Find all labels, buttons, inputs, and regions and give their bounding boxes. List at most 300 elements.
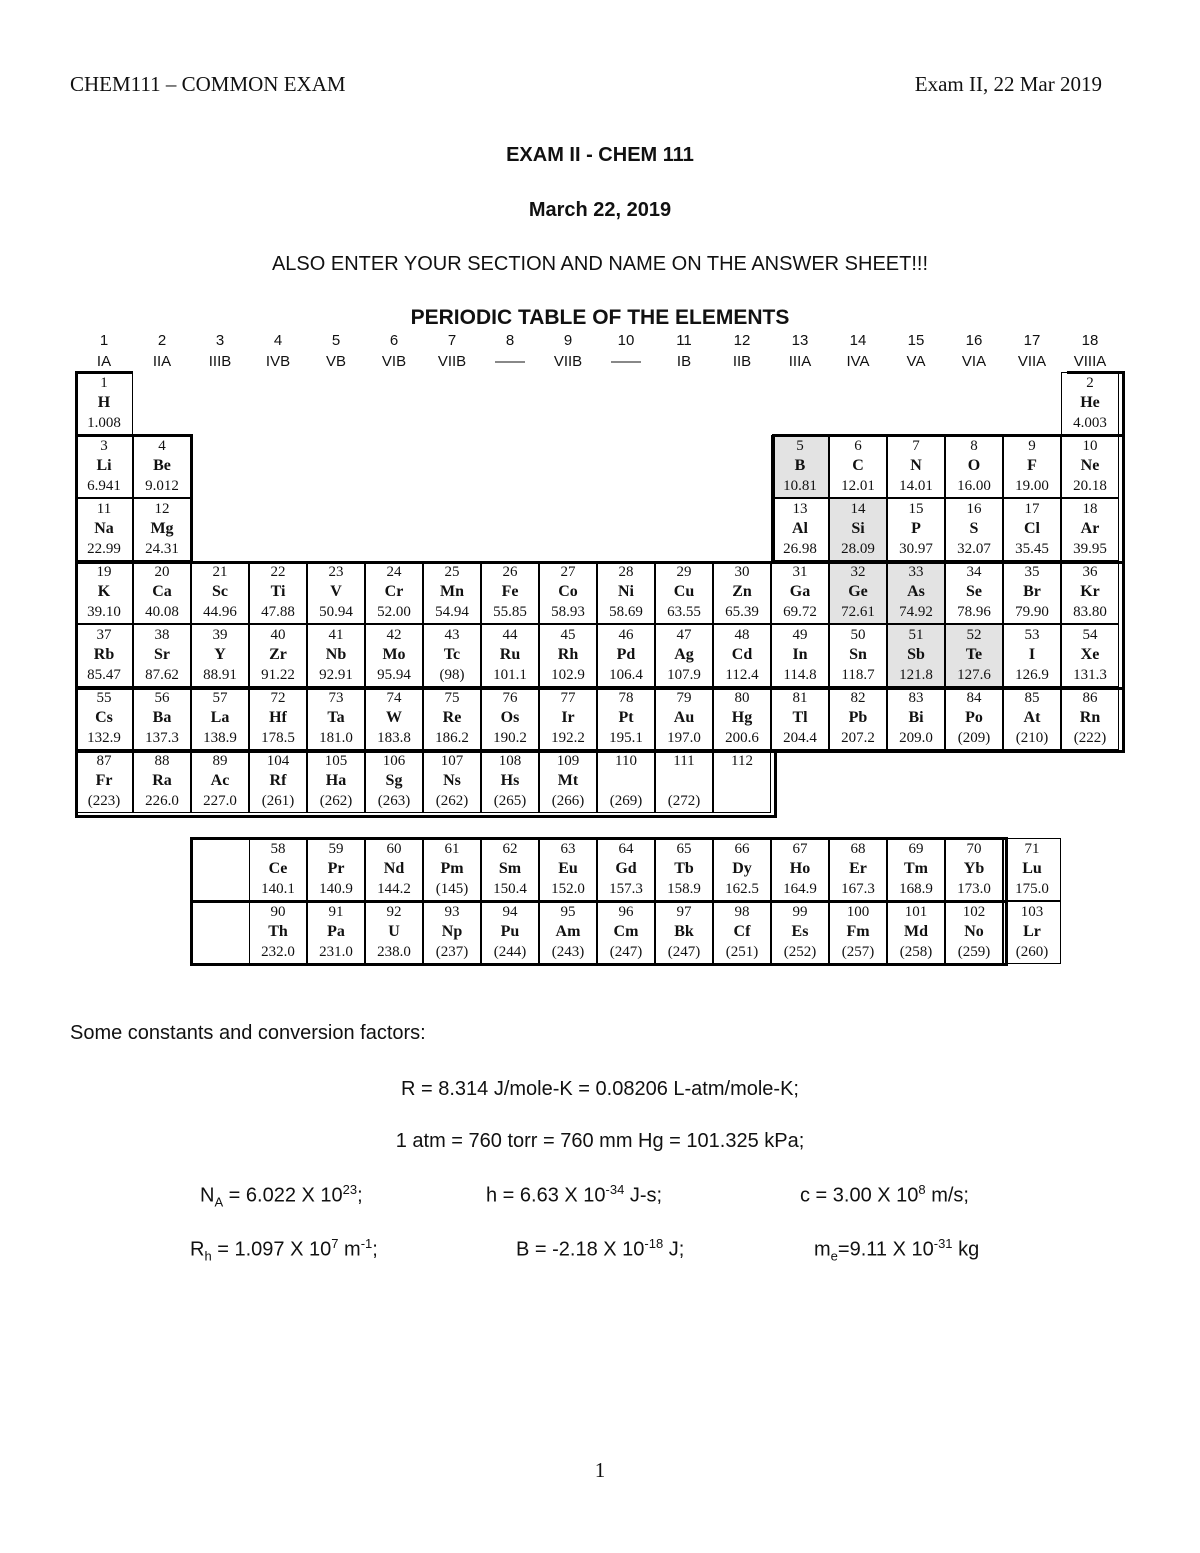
constants-title: Some constants and conversion factors:	[70, 1022, 426, 1044]
element-symbol: Pd	[616, 646, 636, 663]
table-border	[1067, 371, 1125, 374]
atomic-mass: 26.98	[783, 541, 817, 557]
atomic-number: 69	[908, 841, 924, 857]
atomic-number: 23	[328, 564, 344, 580]
element-symbol: Fr	[95, 772, 113, 789]
atomic-mass: 192.2	[551, 730, 585, 746]
atomic-number: 109	[556, 753, 580, 769]
element-cell	[539, 687, 597, 750]
atomic-number: 107	[440, 753, 464, 769]
rydberg-constant	[190, 1236, 378, 1264]
element-symbol: Rb	[93, 646, 115, 663]
atomic-mass: 101.1	[493, 667, 527, 683]
element-cell	[133, 750, 191, 813]
element-cell	[191, 750, 249, 813]
element-symbol: Lr	[1023, 923, 1041, 940]
element-cell	[133, 498, 191, 561]
element-symbol: Kr	[1080, 583, 1100, 600]
element-cell	[423, 687, 481, 750]
element-symbol: Cr	[384, 583, 404, 600]
atomic-mass: 183.8	[377, 730, 411, 746]
atomic-number: 55	[96, 690, 112, 706]
element-cell	[771, 687, 829, 750]
atomic-number: 25	[444, 564, 460, 580]
element-symbol: Rh	[557, 646, 579, 663]
atomic-number: 52	[966, 627, 982, 643]
element-cell	[423, 624, 481, 687]
light-exponent: 8	[918, 1182, 926, 1197]
atomic-mass: (223)	[87, 793, 121, 809]
element-symbol: F	[1027, 457, 1037, 474]
element-symbol: Sn	[849, 646, 867, 663]
atomic-number: 47	[676, 627, 692, 643]
element-cell	[655, 750, 713, 813]
element-symbol: Yb	[963, 860, 985, 877]
atomic-mass: (266)	[551, 793, 585, 809]
element-symbol: Au	[673, 709, 695, 726]
element-symbol: Np	[441, 923, 463, 940]
atomic-number: 42	[386, 627, 402, 643]
atomic-number: 77	[560, 690, 576, 706]
atomic-mass: 152.0	[551, 881, 585, 897]
element-cell	[829, 687, 887, 750]
element-symbol: Nb	[325, 646, 347, 663]
atomic-number: 57	[212, 690, 228, 706]
atomic-number: 18	[1082, 501, 1098, 517]
atomic-mass: (272)	[667, 793, 701, 809]
atomic-mass: 44.96	[203, 604, 237, 620]
atomic-mass: (265)	[493, 793, 527, 809]
element-symbol: Rf	[269, 772, 287, 789]
atomic-mass: 58.93	[551, 604, 585, 620]
atomic-mass: 107.9	[667, 667, 701, 683]
atomic-mass: 30.97	[899, 541, 933, 557]
element-cell	[249, 838, 307, 901]
group-number: 16	[965, 332, 983, 349]
atomic-mass: 168.9	[899, 881, 933, 897]
group-roman-label: VIIB	[437, 353, 467, 370]
element-symbol: Nd	[383, 860, 405, 877]
element-cell	[945, 624, 1003, 687]
element-cell	[771, 435, 829, 498]
element-cell	[1061, 561, 1119, 624]
table-border	[772, 434, 1125, 437]
element-cell	[423, 838, 481, 901]
element-cell	[945, 838, 1003, 901]
element-cell	[75, 750, 133, 813]
atomic-mass: 112.4	[725, 667, 759, 683]
atomic-number: 21	[212, 564, 228, 580]
atomic-mass: (260)	[1015, 944, 1049, 960]
atomic-number: 111	[673, 753, 695, 769]
element-symbol: B	[794, 457, 806, 474]
atomic-mass: (252)	[783, 944, 817, 960]
element-cell	[829, 561, 887, 624]
atomic-number: 10	[1082, 438, 1098, 454]
element-cell	[655, 561, 713, 624]
element-cell	[539, 901, 597, 964]
atomic-mass: (247)	[667, 944, 701, 960]
group-roman-label: IIIA	[788, 353, 812, 370]
bohr-value: B = -2.18 X 10	[516, 1238, 645, 1261]
atomic-number: 101	[904, 904, 928, 920]
atomic-mass: 78.96	[957, 604, 991, 620]
element-cell	[713, 901, 771, 964]
atomic-number: 103	[1020, 904, 1044, 920]
atomic-mass: 12.01	[841, 478, 875, 494]
element-cell	[75, 498, 133, 561]
element-cell	[887, 561, 945, 624]
element-symbol: Ra	[152, 772, 172, 789]
atomic-mass: 58.69	[609, 604, 643, 620]
table-border	[75, 371, 78, 818]
element-cell	[75, 372, 133, 435]
atomic-mass: 85.47	[87, 667, 121, 683]
rydberg-exponent: 7	[331, 1236, 339, 1251]
atomic-number: 40	[270, 627, 286, 643]
element-symbol: K	[97, 583, 111, 600]
atomic-number: 93	[444, 904, 460, 920]
element-symbol: Sm	[498, 860, 522, 877]
atomic-number: 12	[154, 501, 170, 517]
atomic-mass: 140.9	[319, 881, 353, 897]
table-border	[774, 750, 777, 818]
element-symbol: Er	[849, 860, 867, 877]
atomic-number: 49	[792, 627, 808, 643]
atomic-number: 7	[912, 438, 920, 454]
avogadro-value: = 6.022 X 10	[223, 1184, 343, 1207]
atomic-mass: 65.39	[725, 604, 759, 620]
element-cell	[75, 624, 133, 687]
element-symbol: Fe	[501, 583, 519, 600]
element-symbol: Co	[558, 583, 578, 600]
element-cell	[945, 561, 1003, 624]
group-roman-label: VIIB	[553, 353, 583, 370]
avogadro-exponent: 23	[342, 1182, 358, 1197]
atomic-mass: (244)	[493, 944, 527, 960]
element-symbol: Ns	[443, 772, 461, 789]
group-roman-label: IIA	[152, 353, 172, 370]
element-symbol: S	[969, 520, 979, 537]
element-cell	[423, 561, 481, 624]
element-symbol: Zn	[732, 583, 752, 600]
element-cell	[771, 624, 829, 687]
element-symbol: Rn	[1079, 709, 1101, 726]
element-cell	[365, 901, 423, 964]
element-symbol: Ne	[1080, 457, 1100, 474]
atomic-mass: 10.81	[783, 478, 817, 494]
atomic-mass: 72.61	[841, 604, 875, 620]
atomic-number: 35	[1024, 564, 1040, 580]
element-symbol: Eu	[558, 860, 578, 877]
atomic-mass: 173.0	[957, 881, 991, 897]
atomic-mass: 231.0	[319, 944, 353, 960]
group-number: 12	[733, 332, 751, 349]
atomic-number: 53	[1024, 627, 1040, 643]
atomic-mass: 4.003	[1073, 415, 1107, 431]
element-cell	[133, 435, 191, 498]
element-symbol: Ha	[325, 772, 347, 789]
element-cell	[365, 687, 423, 750]
group-number: 18	[1081, 332, 1099, 349]
element-symbol: Th	[268, 923, 288, 940]
table-border	[75, 750, 1125, 753]
element-symbol: Ir	[561, 709, 575, 726]
group-number: 11	[676, 332, 692, 349]
element-cell	[829, 435, 887, 498]
atomic-mass: 14.01	[899, 478, 933, 494]
rydberg-subscript: h	[204, 1248, 212, 1264]
element-symbol: Ni	[618, 583, 634, 600]
atomic-number: 31	[792, 564, 808, 580]
element-symbol: He	[1080, 394, 1100, 411]
atomic-number: 9	[1028, 438, 1036, 454]
element-symbol: La	[210, 709, 230, 726]
element-cell	[887, 901, 945, 964]
atomic-number: 50	[850, 627, 866, 643]
element-symbol: Ga	[789, 583, 811, 600]
atomic-mass: 126.9	[1015, 667, 1049, 683]
electron-mass-subscript: e	[830, 1248, 838, 1264]
atomic-number: 56	[154, 690, 170, 706]
atomic-mass: 144.2	[377, 881, 411, 897]
element-symbol: At	[1023, 709, 1041, 726]
atomic-number: 59	[328, 841, 344, 857]
element-symbol: Pm	[440, 860, 464, 877]
atomic-mass: 226.0	[145, 793, 179, 809]
element-cell	[829, 901, 887, 964]
group-roman-label: IA	[96, 353, 112, 370]
element-cell	[655, 624, 713, 687]
element-symbol: P	[911, 520, 921, 537]
atomic-number: 11	[96, 501, 112, 517]
element-cell	[191, 624, 249, 687]
atomic-mass: 121.8	[899, 667, 933, 683]
exam-title: EXAM II - CHEM 111	[506, 144, 694, 166]
atomic-mass: 39.10	[87, 604, 121, 620]
atomic-mass: 150.4	[493, 881, 527, 897]
atomic-mass: 204.4	[783, 730, 817, 746]
element-symbol: N	[910, 457, 922, 474]
element-cell	[365, 624, 423, 687]
gas-constant: R = 8.314 J/mole-K = 0.08206 L-atm/mole-K;	[401, 1078, 799, 1100]
group-roman-label: VA	[906, 353, 926, 370]
element-cell	[249, 901, 307, 964]
atomic-mass: 200.6	[725, 730, 759, 746]
planck-value: h = 6.63 X 10	[486, 1184, 606, 1207]
element-symbol: Fm	[846, 923, 870, 940]
table-border	[75, 434, 192, 437]
atomic-number: 27	[560, 564, 576, 580]
atomic-mass: 140.1	[261, 881, 295, 897]
element-cell	[1061, 372, 1119, 435]
atomic-mass: 55.85	[493, 604, 527, 620]
atomic-number: 110	[615, 753, 637, 769]
group-roman-label: IVA	[846, 353, 870, 370]
atomic-mass: 24.31	[145, 541, 179, 557]
element-symbol: Sg	[385, 772, 403, 789]
atomic-mass: 22.99	[87, 541, 121, 557]
group-roman-label: IVB	[265, 353, 291, 370]
atomic-mass: 157.3	[609, 881, 643, 897]
table-border	[190, 963, 1007, 966]
atomic-mass: 83.80	[1073, 604, 1107, 620]
atomic-number: 82	[850, 690, 866, 706]
atomic-number: 20	[154, 564, 170, 580]
electron-mass-unit: kg	[952, 1238, 980, 1261]
atomic-mass: 91.22	[261, 667, 295, 683]
page-number: 1	[594, 1458, 606, 1482]
element-cell	[481, 624, 539, 687]
atomic-number: 112	[731, 753, 753, 769]
atomic-mass: 79.90	[1015, 604, 1049, 620]
element-cell	[481, 901, 539, 964]
atomic-mass: 52.00	[377, 604, 411, 620]
atomic-number: 37	[96, 627, 112, 643]
atomic-number: 51	[908, 627, 924, 643]
atomic-number: 29	[676, 564, 692, 580]
element-cell	[597, 624, 655, 687]
group-roman-label: IB	[676, 353, 692, 370]
atomic-mass: 209.0	[899, 730, 933, 746]
atomic-number: 48	[734, 627, 750, 643]
atomic-number: 80	[734, 690, 750, 706]
atomic-number: 79	[676, 690, 692, 706]
element-cell	[423, 750, 481, 813]
group-number: 5	[331, 332, 341, 349]
element-symbol: Te	[965, 646, 983, 663]
atomic-number: 65	[676, 841, 692, 857]
element-symbol: Bi	[908, 709, 924, 726]
element-symbol: Tb	[674, 860, 694, 877]
atomic-mass: 162.5	[725, 881, 759, 897]
atomic-number: 19	[96, 564, 112, 580]
atomic-number: 17	[1024, 501, 1040, 517]
element-cell	[945, 687, 1003, 750]
atomic-number: 91	[328, 904, 344, 920]
element-symbol: Sr	[154, 646, 170, 663]
group-number: 7	[447, 332, 457, 349]
element-cell	[1003, 435, 1061, 498]
element-cell	[829, 498, 887, 561]
element-cell	[365, 750, 423, 813]
atomic-number: 46	[618, 627, 634, 643]
element-cell	[1061, 624, 1119, 687]
planck-unit: J-s;	[624, 1184, 663, 1207]
atomic-mass: 69.72	[783, 604, 817, 620]
group-number: 13	[791, 332, 809, 349]
element-symbol: Tm	[904, 860, 928, 877]
atomic-mass: (261)	[261, 793, 295, 809]
group-roman-label: VIA	[961, 353, 987, 370]
atomic-mass: 195.1	[609, 730, 643, 746]
atomic-mass: (247)	[609, 944, 643, 960]
element-symbol: Cu	[673, 583, 695, 600]
atomic-number: 44	[502, 627, 518, 643]
element-symbol: Hs	[500, 772, 520, 789]
element-symbol: Cf	[733, 923, 751, 940]
element-symbol: Al	[792, 520, 808, 537]
atomic-number: 67	[792, 841, 808, 857]
atomic-mass: (258)	[899, 944, 933, 960]
atomic-number: 8	[970, 438, 978, 454]
element-symbol: Xe	[1080, 646, 1100, 663]
rydberg-unit-exponent: -1	[360, 1236, 373, 1251]
element-cell	[887, 624, 945, 687]
atomic-mass: 138.9	[203, 730, 237, 746]
element-symbol: Cl	[1024, 520, 1040, 537]
table-border	[75, 815, 776, 818]
electron-mass	[814, 1236, 979, 1264]
element-symbol: Pu	[500, 923, 520, 940]
atomic-number: 68	[850, 841, 866, 857]
atomic-number: 32	[850, 564, 866, 580]
element-cell	[597, 561, 655, 624]
element-symbol: Zr	[269, 646, 287, 663]
atomic-number: 104	[266, 753, 290, 769]
element-cell	[75, 687, 133, 750]
light-unit: m/s;	[925, 1184, 969, 1207]
element-cell	[829, 838, 887, 901]
atomic-mass: 106.4	[609, 667, 643, 683]
element-cell	[539, 624, 597, 687]
element-symbol: Po	[965, 709, 983, 726]
atomic-number: 74	[386, 690, 402, 706]
exam-date: March 22, 2019	[528, 199, 672, 221]
atomic-number: 4	[158, 438, 166, 454]
atomic-number: 72	[270, 690, 286, 706]
element-symbol: U	[388, 923, 400, 940]
element-symbol: Si	[851, 520, 865, 537]
element-symbol: Bk	[674, 923, 694, 940]
element-cell	[945, 498, 1003, 561]
table-border	[75, 371, 133, 374]
element-cell	[713, 624, 771, 687]
atomic-number: 83	[908, 690, 924, 706]
planck-exponent: -34	[605, 1182, 625, 1197]
group-roman-label: IIIB	[208, 353, 232, 370]
atomic-number: 90	[270, 904, 286, 920]
avogadro-unit: ;	[357, 1184, 363, 1207]
rydberg-symbol: R	[190, 1238, 205, 1261]
atomic-number: 85	[1024, 690, 1040, 706]
element-cell	[307, 687, 365, 750]
element-cell	[249, 561, 307, 624]
element-symbol: Gd	[615, 860, 637, 877]
rydberg-value: = 1.097 X 10	[211, 1238, 332, 1261]
group-roman-label: VIIA	[1017, 353, 1047, 370]
element-cell	[307, 838, 365, 901]
atomic-number: 92	[386, 904, 402, 920]
element-symbol: H	[97, 394, 111, 411]
atomic-number: 88	[154, 753, 170, 769]
group-number: 14	[849, 332, 867, 349]
atomic-mass: 127.6	[957, 667, 991, 683]
atomic-mass: 238.0	[377, 944, 411, 960]
atomic-number: 54	[1082, 627, 1098, 643]
atomic-number: 76	[502, 690, 518, 706]
element-symbol: Tl	[792, 709, 808, 726]
element-cell	[1003, 687, 1061, 750]
group-number: 3	[215, 332, 225, 349]
atomic-number: 33	[908, 564, 924, 580]
element-symbol: Tc	[443, 646, 461, 663]
group-roman-label: ——	[611, 353, 641, 370]
atomic-number: 78	[618, 690, 634, 706]
element-symbol: Re	[442, 709, 462, 726]
element-cell	[307, 624, 365, 687]
element-cell	[133, 624, 191, 687]
